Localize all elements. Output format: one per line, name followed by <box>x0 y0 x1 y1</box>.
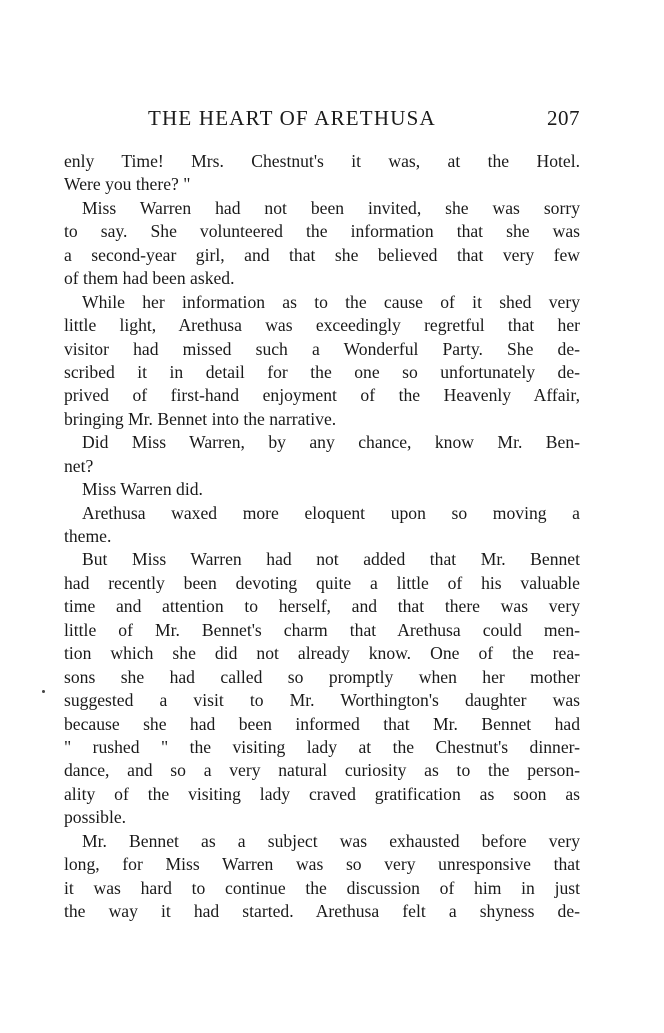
text-line: While her information as to the cause of it shed very <box>82 291 580 312</box>
text-line: the way it had started. Arethusa felt a shyness de- <box>64 901 580 921</box>
text-line: net? <box>64 455 94 476</box>
text-line: little light, Arethusa was exceedingly regretful that her <box>64 315 580 336</box>
text-line: because she had been informed that Mr. Bennet had <box>64 713 580 734</box>
text-line: " rushed " the visiting lady at the Chestnut's dinner- <box>64 736 580 757</box>
text-line: suggested a visit to Mr. Worthington's daughter was <box>64 690 580 711</box>
text-line: to say. She volunteered the information that she was <box>64 221 580 242</box>
text-line: time and attention to herself, and that there was very <box>64 596 580 617</box>
page-number: 207 <box>547 106 580 130</box>
text-line: bringing Mr. Bennet into the narrative. <box>64 408 337 429</box>
text-line: dance, and so a very natural curiosity as to the person- <box>64 760 580 781</box>
print-speck <box>42 690 45 693</box>
text-line: tion which she did not already know. One of the rea- <box>64 643 580 664</box>
text-line: Mr. Bennet as a subject was exhausted before very <box>82 830 580 851</box>
text-line: Did Miss Warren, by any chance, know Mr. Ben- <box>82 432 580 453</box>
text-line: had recently been devoting quite a little of his valuable <box>64 572 580 593</box>
text-line: visitor had missed such a Wonderful Party. She de- <box>64 338 580 359</box>
text-line: enly Time! Mrs. Chestnut's it was, at the Hotel. <box>64 151 580 171</box>
running-title: THE HEART OF ARETHUSA <box>148 106 436 130</box>
text-line: little of Mr. Bennet's charm that Arethusa could men- <box>64 619 580 640</box>
text-line: of them had been asked. <box>64 268 235 289</box>
body-text <box>64 150 580 923</box>
text-line: prived of first-hand enjoyment of the Heavenly Affair, <box>64 385 580 406</box>
running-head <box>148 106 580 140</box>
text-line: Miss Warren had not been invited, she was sorry <box>82 197 580 218</box>
text-line: sons she had called so promptly when her mother <box>64 666 580 687</box>
text-line: Arethusa waxed more eloquent upon so moving a <box>82 502 580 523</box>
text-line: Were you there? " <box>64 174 191 195</box>
text-line: But Miss Warren had not added that Mr. Bennet <box>82 549 580 570</box>
text-line: it was hard to continue the discussion of him in just <box>64 877 580 898</box>
text-line: a second-year girl, and that she believed that very few <box>64 244 580 265</box>
text-line: theme. <box>64 526 112 546</box>
text-line: Miss Warren did. <box>82 479 203 500</box>
text-line: long, for Miss Warren was so very unresponsive that <box>64 854 580 875</box>
text-line: possible. <box>64 807 127 828</box>
text-line: scribed it in detail for the one so unfortunately de- <box>64 361 580 382</box>
text-line: ality of the visiting lady craved gratification as soon as <box>64 783 580 804</box>
